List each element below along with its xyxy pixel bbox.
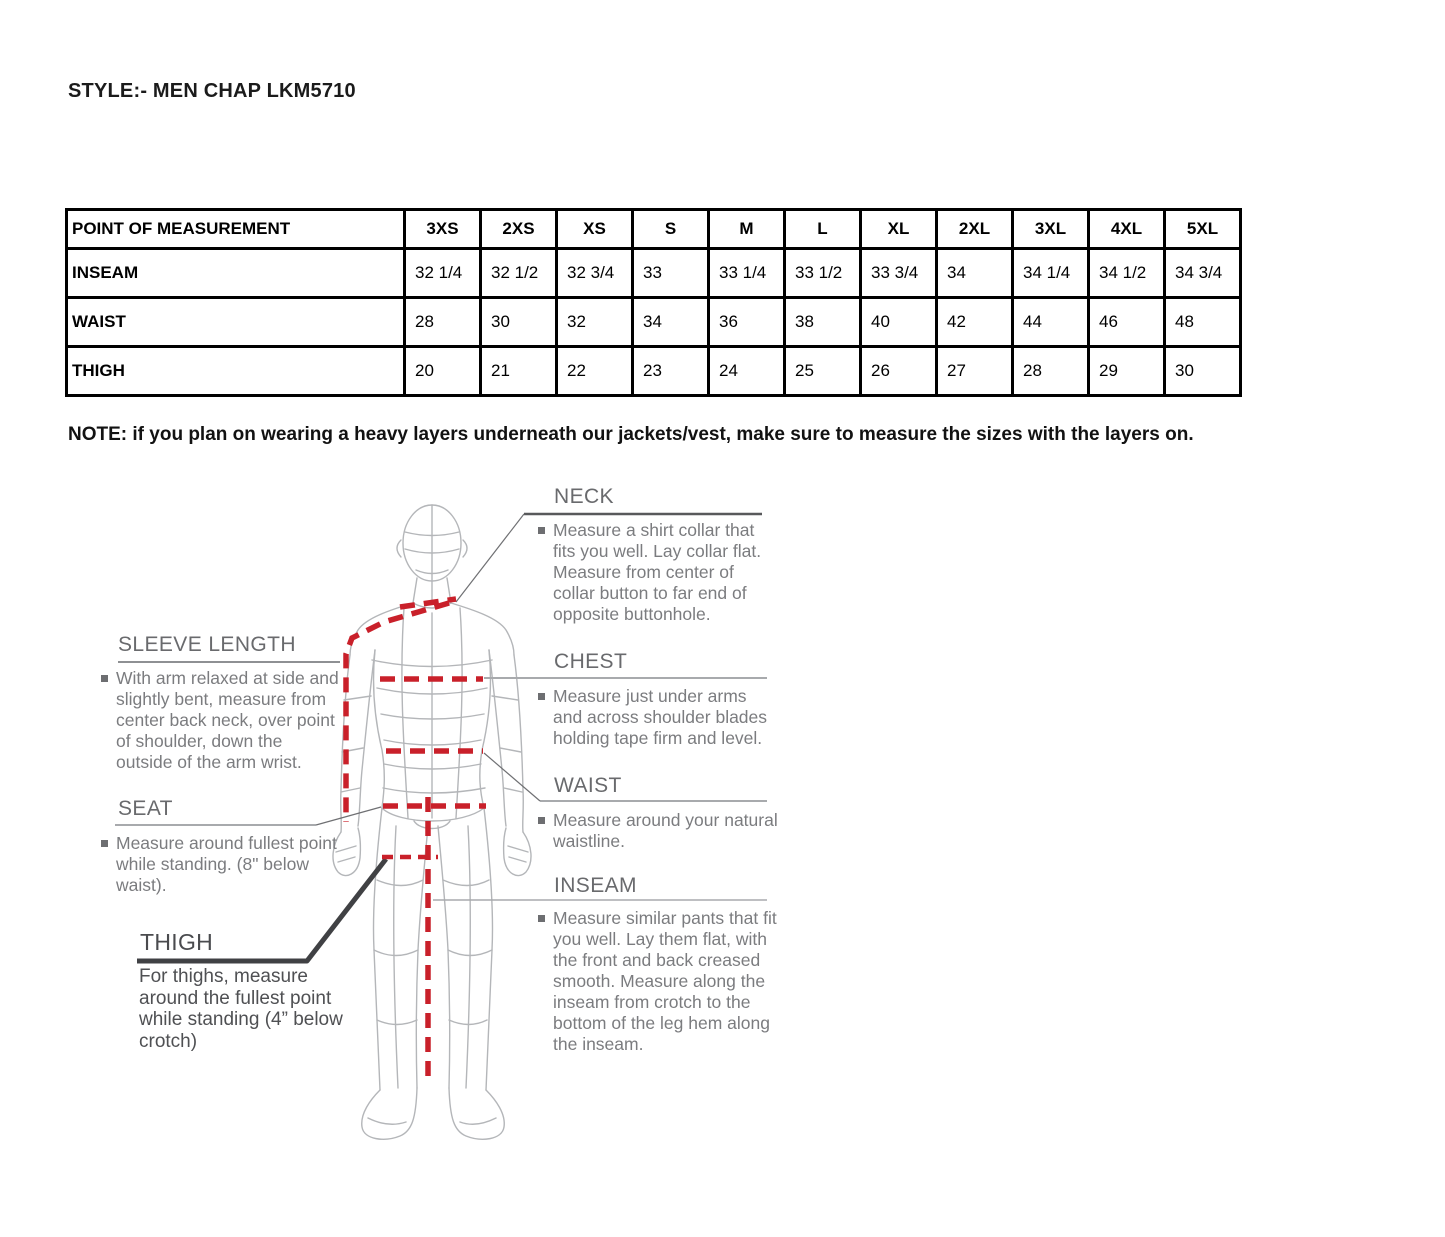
seat-callout — [101, 833, 341, 896]
bullet-icon — [538, 527, 545, 534]
size-value: 32 — [557, 298, 633, 347]
col-header: M — [709, 210, 785, 249]
col-header: 3XS — [405, 210, 481, 249]
size-value: 20 — [405, 347, 481, 396]
size-value: 33 — [633, 249, 709, 298]
size-value: 30 — [481, 298, 557, 347]
neck-callout — [538, 520, 778, 625]
seat-text: Measure around fullest point while standing. (8" below waist). — [116, 833, 337, 895]
size-value: 33 3/4 — [861, 249, 937, 298]
size-value: 26 — [861, 347, 937, 396]
size-value: 40 — [861, 298, 937, 347]
size-value: 30 — [1165, 347, 1241, 396]
row-label: WAIST — [67, 298, 405, 347]
size-value: 23 — [633, 347, 709, 396]
size-value: 28 — [405, 298, 481, 347]
sleeve-length-text: With arm relaxed at side and slightly bent, measure from center back neck, over point of shoulder, down the outside of the arm wrist. — [116, 668, 339, 772]
size-value: 34 1/2 — [1089, 249, 1165, 298]
col-header: XS — [557, 210, 633, 249]
size-value: 46 — [1089, 298, 1165, 347]
waist-text: Measure around your natural waistline. — [553, 810, 778, 851]
size-value: 22 — [557, 347, 633, 396]
size-value: 33 1/2 — [785, 249, 861, 298]
size-value: 27 — [937, 347, 1013, 396]
size-value: 28 — [1013, 347, 1089, 396]
col-header: 2XL — [937, 210, 1013, 249]
note-text: NOTE: if you plan on wearing a heavy layers underneath our jackets/vest, make sure to measure the sizes with the layers on. — [68, 424, 1194, 445]
size-value: 33 1/4 — [709, 249, 785, 298]
size-value: 34 — [937, 249, 1013, 298]
size-value: 21 — [481, 347, 557, 396]
size-value: 25 — [785, 347, 861, 396]
bullet-icon — [101, 675, 108, 682]
col-header: POINT OF MEASUREMENT — [67, 210, 405, 249]
size-value: 34 3/4 — [1165, 249, 1241, 298]
inseam-callout — [538, 908, 778, 1055]
bullet-icon — [538, 693, 545, 700]
neck-label: NECK — [554, 485, 614, 508]
sleeve-length-callout — [101, 668, 341, 773]
chest-label: CHEST — [554, 650, 628, 673]
page-title: STYLE:- MEN CHAP LKM5710 — [68, 80, 356, 102]
size-value: 32 3/4 — [557, 249, 633, 298]
col-header: 5XL — [1165, 210, 1241, 249]
inseam-text: Measure similar pants that fit you well. Lay them flat, with the front and back creased smooth. Measure along the inseam from crotch to the bottom of the leg hem along the inseam. — [553, 908, 777, 1054]
inseam-label: INSEAM — [554, 874, 637, 897]
size-value: 29 — [1089, 347, 1165, 396]
size-value: 34 — [633, 298, 709, 347]
size-value: 48 — [1165, 298, 1241, 347]
waist-callout — [538, 810, 778, 852]
size-value: 44 — [1013, 298, 1089, 347]
size-value: 32 1/2 — [481, 249, 557, 298]
col-header: 3XL — [1013, 210, 1089, 249]
bullet-icon — [538, 915, 545, 922]
col-header: XL — [861, 210, 937, 249]
size-value: 24 — [709, 347, 785, 396]
seat-label: SEAT — [118, 797, 173, 820]
col-header: L — [785, 210, 861, 249]
size-value: 36 — [709, 298, 785, 347]
chest-text: Measure just under arms and across shoulder blades holding tape firm and level. — [553, 686, 768, 748]
size-value: 38 — [785, 298, 861, 347]
sleeve-measure-line — [346, 603, 449, 822]
col-header: 4XL — [1089, 210, 1165, 249]
waist-label: WAIST — [554, 774, 622, 797]
neck-text: Measure a shirt collar that fits you well. Lay collar flat. Measure from center of collar button to far end of opposite buttonhole. — [553, 520, 762, 624]
chest-callout — [538, 686, 778, 749]
col-header: 2XS — [481, 210, 557, 249]
row-label: INSEAM — [67, 249, 405, 298]
sleeve-length-label: SLEEVE LENGTH — [118, 633, 296, 656]
thigh-text: For thighs, measure around the fullest point while standing (4” below crotch) — [139, 966, 343, 1052]
size-value: 42 — [937, 298, 1013, 347]
size-value: 32 1/4 — [405, 249, 481, 298]
col-header: S — [633, 210, 709, 249]
size-value: 34 1/4 — [1013, 249, 1089, 298]
bullet-icon — [101, 840, 108, 847]
row-label: THIGH — [67, 347, 405, 396]
thigh-label: THIGH — [140, 929, 214, 955]
bullet-icon — [538, 817, 545, 824]
